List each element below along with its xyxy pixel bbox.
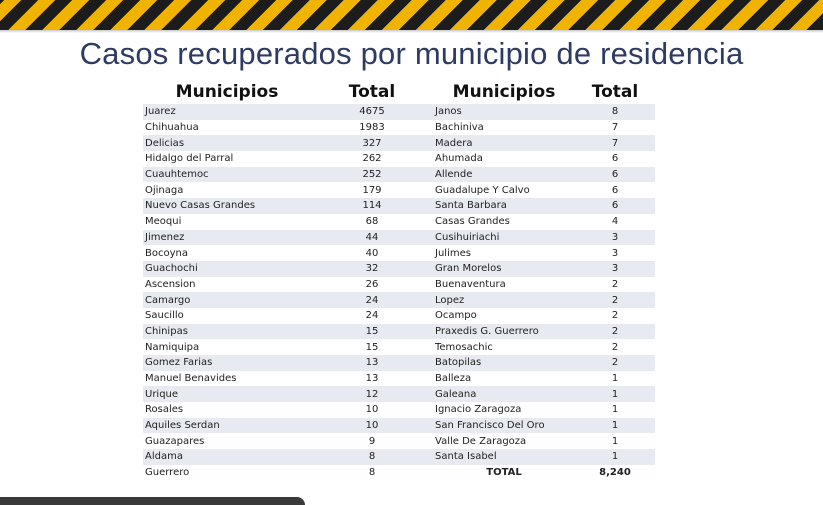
municipio-name-right: Janos	[433, 104, 575, 120]
grand-total-label: TOTAL	[433, 465, 575, 481]
municipio-name-left: Meoqui	[143, 214, 311, 230]
municipio-name-right: Ignacio Zaragoza	[433, 402, 575, 418]
total-value-left: 1983	[311, 120, 433, 136]
total-value-right: 7	[575, 135, 655, 151]
table-row	[143, 135, 655, 151]
municipio-name-right: Batopilas	[433, 355, 575, 371]
table-row	[143, 433, 655, 449]
slide-title: Casos recuperados por municipio de residencia	[79, 36, 744, 71]
total-value-left: 24	[311, 308, 433, 324]
table-row	[143, 104, 655, 120]
municipio-name-right: Ahumada	[433, 151, 575, 167]
municipio-name-left: Nuevo Casas Grandes	[143, 198, 311, 214]
municipio-name-left: Chinipas	[143, 324, 311, 340]
total-value-left: 114	[311, 198, 433, 214]
table-row	[143, 308, 655, 324]
total-value-right: 2	[575, 355, 655, 371]
municipio-name-left: Ojinaga	[143, 182, 311, 198]
total-value-left: 10	[311, 402, 433, 418]
table-header-row	[143, 80, 655, 104]
total-value-left: 44	[311, 230, 433, 246]
municipio-name-right: Santa Isabel	[433, 449, 575, 465]
table-row	[143, 198, 655, 214]
table-row	[143, 449, 655, 465]
municipio-name-right: Santa Barbara	[433, 198, 575, 214]
total-value-right: 2	[575, 339, 655, 355]
municipio-name-left: Hidalgo del Parral	[143, 151, 311, 167]
municipio-name-left: Aldama	[143, 449, 311, 465]
municipio-name-left: Jimenez	[143, 230, 311, 246]
table-row	[143, 339, 655, 355]
municipio-name-right: Praxedis G. Guerrero	[433, 324, 575, 340]
municipio-name-left: Guachochi	[143, 261, 311, 277]
municipio-name-left: Guazapares	[143, 433, 311, 449]
total-value-right: 7	[575, 120, 655, 136]
total-value-left: 8	[311, 465, 433, 481]
table-row	[143, 151, 655, 167]
municipio-name-right: Guadalupe Y Calvo	[433, 182, 575, 198]
municipio-name-left: Juarez	[143, 104, 311, 120]
total-value-right: 1	[575, 449, 655, 465]
total-value-left: 13	[311, 355, 433, 371]
recovered-cases-table	[143, 80, 655, 481]
municipio-name-right: Temosachic	[433, 339, 575, 355]
total-value-right: 2	[575, 308, 655, 324]
grand-total-value: 8,240	[575, 465, 655, 481]
total-value-left: 13	[311, 371, 433, 387]
total-value-right: 2	[575, 277, 655, 293]
municipio-name-left: Bocoyna	[143, 245, 311, 261]
table-row	[143, 120, 655, 136]
hazard-stripe-banner	[0, 0, 823, 30]
total-value-right: 2	[575, 292, 655, 308]
total-value-left: 179	[311, 182, 433, 198]
total-value-left: 4675	[311, 104, 433, 120]
total-value-left: 26	[311, 277, 433, 293]
municipio-name-left: Chihuahua	[143, 120, 311, 136]
municipio-name-right: Buenaventura	[433, 277, 575, 293]
table-row	[143, 386, 655, 402]
total-value-right: 4	[575, 214, 655, 230]
table-row	[143, 167, 655, 183]
total-value-left: 15	[311, 339, 433, 355]
municipio-name-left: Guerrero	[143, 465, 311, 481]
total-value-right: 1	[575, 402, 655, 418]
total-value-left: 262	[311, 151, 433, 167]
municipio-name-left: Urique	[143, 386, 311, 402]
total-value-right: 1	[575, 371, 655, 387]
total-value-right: 6	[575, 198, 655, 214]
total-value-right: 2	[575, 324, 655, 340]
total-value-right: 1	[575, 418, 655, 434]
table-row	[143, 182, 655, 198]
table-row	[143, 465, 655, 481]
table-row	[143, 261, 655, 277]
table-row	[143, 418, 655, 434]
municipio-name-right: Balleza	[433, 371, 575, 387]
total-value-left: 10	[311, 418, 433, 434]
column-header-total-1: Total	[311, 80, 433, 104]
table-body	[143, 104, 655, 481]
total-value-right: 1	[575, 386, 655, 402]
municipio-name-left: Ascension	[143, 277, 311, 293]
total-value-right: 6	[575, 182, 655, 198]
municipio-name-left: Delicias	[143, 135, 311, 151]
table-row	[143, 292, 655, 308]
municipio-name-left: Namiquipa	[143, 339, 311, 355]
municipio-name-left: Gomez Farias	[143, 355, 311, 371]
table-row	[143, 324, 655, 340]
municipio-name-right: San Francisco Del Oro	[433, 418, 575, 434]
municipio-name-left: Cuauhtemoc	[143, 167, 311, 183]
municipio-name-right: Valle De Zaragoza	[433, 433, 575, 449]
column-header-municipios-1: Municipios	[143, 80, 311, 104]
municipio-name-right: Julimes	[433, 245, 575, 261]
total-value-left: 8	[311, 449, 433, 465]
municipio-name-left: Manuel Benavides	[143, 371, 311, 387]
table-row	[143, 245, 655, 261]
total-value-right: 6	[575, 151, 655, 167]
municipio-name-right: Galeana	[433, 386, 575, 402]
municipio-name-right: Gran Morelos	[433, 261, 575, 277]
table-row	[143, 214, 655, 230]
municipio-name-right: Madera	[433, 135, 575, 151]
total-value-left: 12	[311, 386, 433, 402]
total-value-left: 252	[311, 167, 433, 183]
total-value-left: 9	[311, 433, 433, 449]
total-value-right: 8	[575, 104, 655, 120]
total-value-left: 40	[311, 245, 433, 261]
column-header-municipios-2: Municipios	[433, 80, 575, 104]
total-value-right: 3	[575, 230, 655, 246]
municipio-name-left: Aquiles Serdan	[143, 418, 311, 434]
municipio-name-right: Casas Grandes	[433, 214, 575, 230]
total-value-left: 24	[311, 292, 433, 308]
total-value-right: 1	[575, 433, 655, 449]
total-value-left: 327	[311, 135, 433, 151]
table-row	[143, 371, 655, 387]
total-value-right: 6	[575, 167, 655, 183]
municipio-name-right: Lopez	[433, 292, 575, 308]
total-value-right: 3	[575, 245, 655, 261]
total-value-left: 68	[311, 214, 433, 230]
table-row	[143, 230, 655, 246]
municipio-name-right: Bachiniva	[433, 120, 575, 136]
table-row	[143, 355, 655, 371]
municipio-name-right: Cusihuiriachi	[433, 230, 575, 246]
banner-shadow	[0, 30, 823, 33]
column-header-total-2: Total	[575, 80, 655, 104]
municipio-name-left: Saucillo	[143, 308, 311, 324]
table-row	[143, 402, 655, 418]
table-row	[143, 277, 655, 293]
total-value-left: 15	[311, 324, 433, 340]
municipio-name-right: Allende	[433, 167, 575, 183]
footer-tab-decoration	[0, 497, 305, 505]
municipio-name-left: Camargo	[143, 292, 311, 308]
municipio-name-right: Ocampo	[433, 308, 575, 324]
total-value-right: 3	[575, 261, 655, 277]
total-value-left: 32	[311, 261, 433, 277]
municipio-name-left: Rosales	[143, 402, 311, 418]
